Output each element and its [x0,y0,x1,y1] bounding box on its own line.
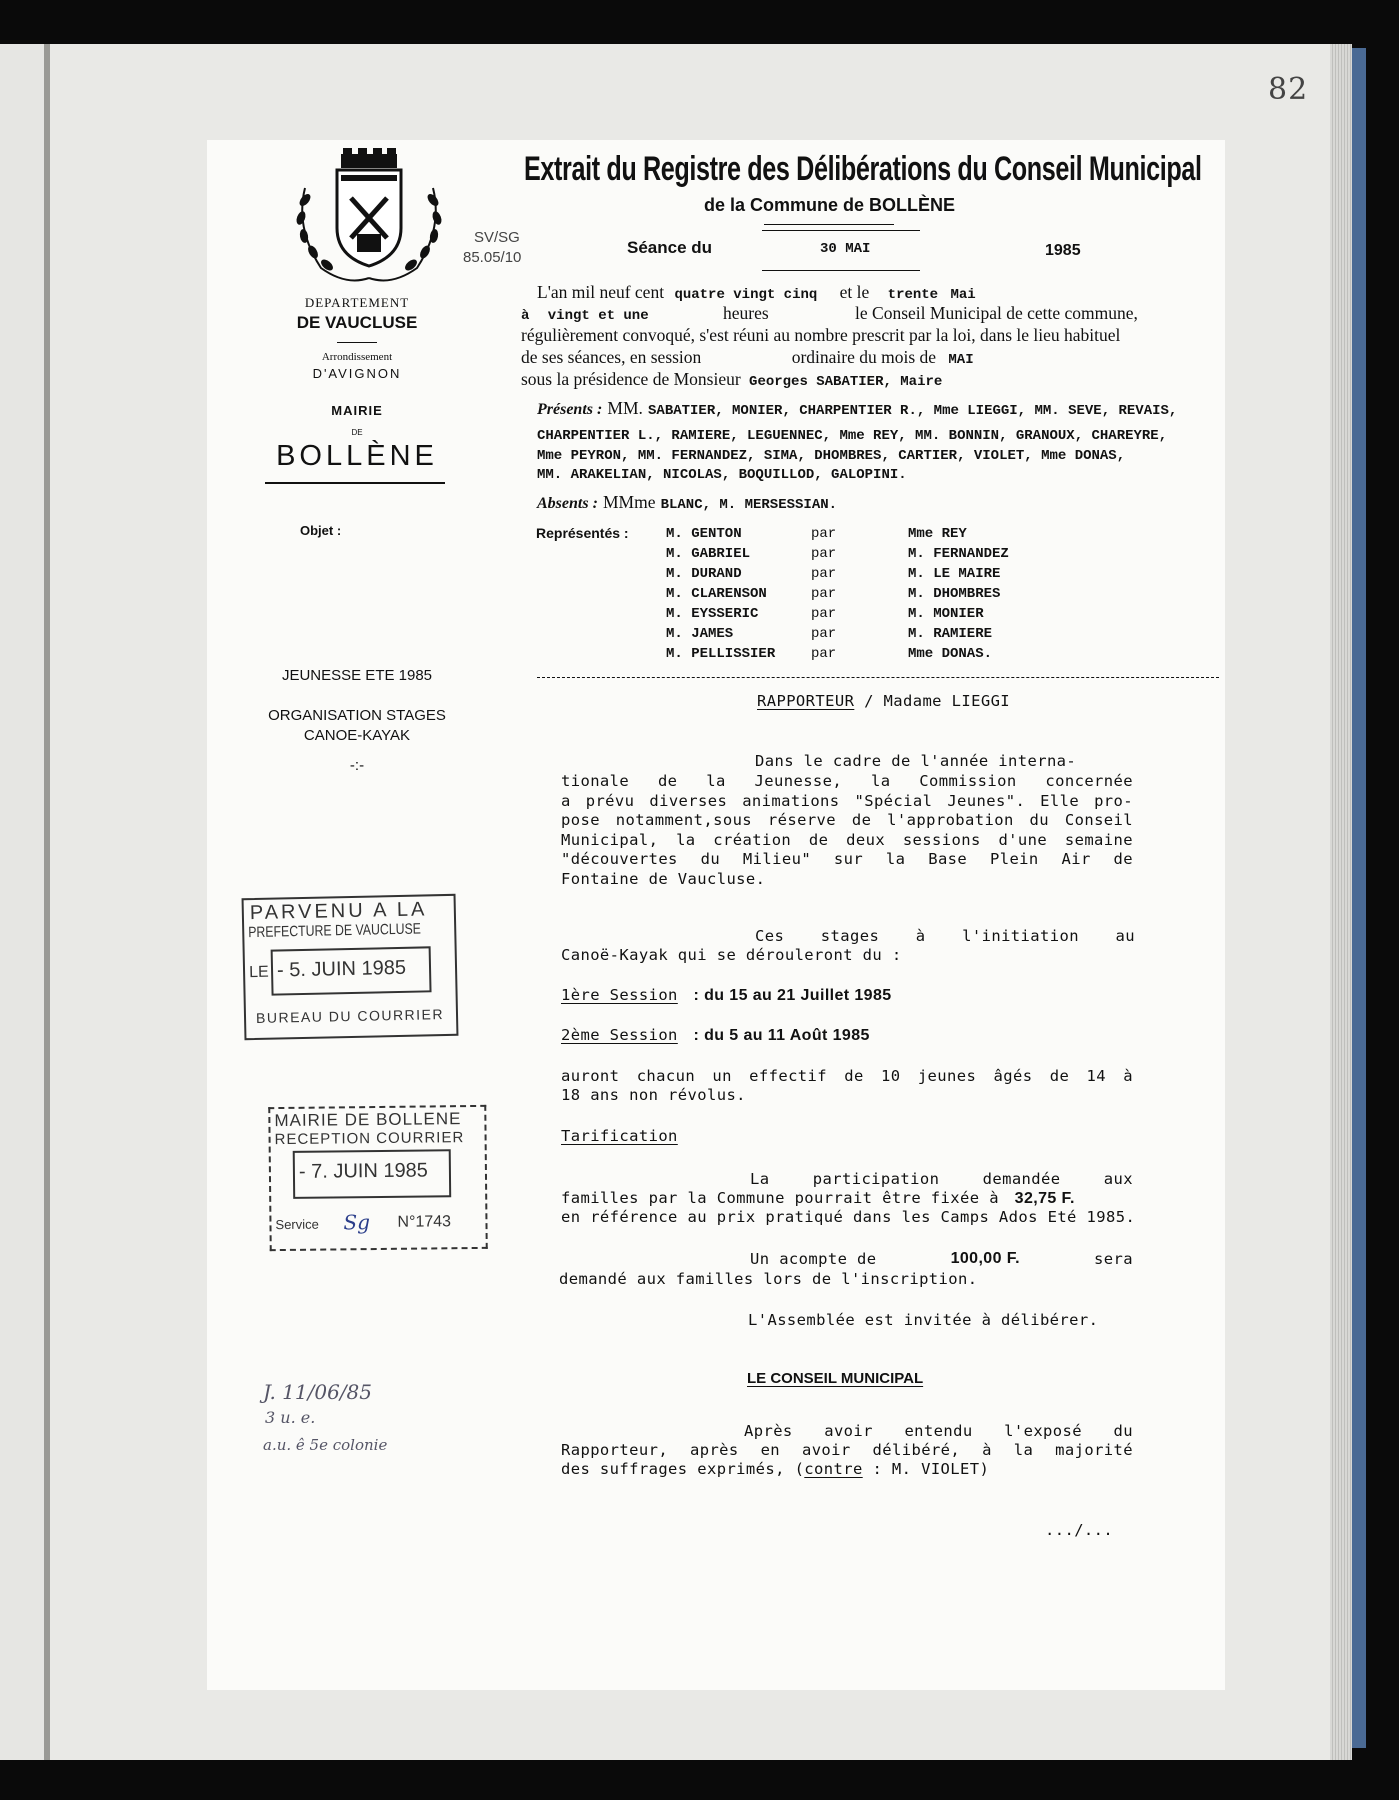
presents-mm: MM. [607,398,643,418]
paragraph-1-line [561,811,1133,829]
represented-label: Représentés : [536,525,629,541]
preamble-line-5 [521,369,942,390]
represented-par: par [811,606,837,622]
paragraph-7-second-text: Rapporteur, après en avoir délibéré, à la majorité [561,1441,1133,1459]
represented-who: M. GENTON [666,526,742,542]
paragraph-7-third-line [561,1460,989,1478]
commune-name: BOLLÈNE [276,440,438,472]
stamp2-line-2: RECEPTION COURRIER [274,1129,465,1149]
represented-by: M. FERNANDEZ [908,546,1009,562]
preamble-text: et le [839,282,870,302]
preamble-line-4 [521,347,974,368]
mairie-de: DE [351,428,363,437]
stamp2-service: Service [275,1216,319,1233]
date-rule-bottom [762,270,920,271]
represented-who: M. DURAND [666,566,742,582]
represented-who: M. EYSSERIC [666,606,759,622]
stamp2-number: N°1743 [397,1213,452,1231]
paragraph-1-line [561,772,1133,790]
represented-who: M. CLARENSON [666,586,767,602]
session-2 [561,1026,870,1045]
date-rule-top [762,230,920,231]
paragraph-4-first-text: La participation demandée aux [750,1170,1133,1188]
objet-line-1: JEUNESSE ETE 1985 [281,667,433,684]
session-1 [561,986,892,1005]
stamp-date: - 5. JUIN 1985 [276,956,407,982]
represented-who: M. PELLISSIER [666,646,776,662]
preamble-typed: à [521,308,530,324]
handwritten-note-2: 3 u. e. [265,1408,316,1427]
presents-line-2: CHARPENTIER L., RAMIERE, LEGUENNEC, Mme REY, MM. BONNIN, GRANOUX, CHAREYRE, [537,428,1168,444]
stamp-le: LE [248,963,269,982]
tarification-heading: Tarification [561,1127,678,1145]
handwritten-note-3: a.u. ê 5e colonie [263,1436,388,1454]
represented-par: par [811,566,837,582]
preamble-typed: MAI [948,352,974,368]
absents-names: BLANC, M. MERSESSIAN. [660,497,838,513]
document-title: Extrait du Registre des Délibérations du Conseil Municipal [524,150,1202,188]
acompte-amount: 100,00 F. [950,1250,1020,1267]
paragraph-6: L'Assemblée est invitée à délibérer. [748,1311,1099,1329]
rapporteur-label: RAPPORTEUR [757,692,855,710]
stamp-line-4: BUREAU DU COURRIER [255,1006,445,1026]
reference-line-2: 85.05/10 [463,249,522,266]
paragraph-2-first-text: Ces stages à l'initiation au [755,927,1135,945]
ornamental-rule [265,482,445,484]
objet-line-3: CANOE-KAYAK [303,727,411,744]
paragraph-1-text: "découvertes du Milieu" sur la Base Plein Air de [561,850,1133,868]
presents-line-4: MM. ARAKELIAN, NICOLAS, BOQUILLOD, GALOPINI. [537,467,907,483]
absents-label: Absents : [537,495,598,512]
document-subtitle: de la Commune de BOLLÈNE [704,195,956,215]
separator-rule [537,677,1219,678]
paragraph-3-text: auront chacun un effectif de 10 jeunes âgés de 14 à [561,1067,1133,1085]
represented-par: par [811,586,837,602]
subtitle-rule [764,224,894,225]
paragraph-1-text: tionale de la Jeunesse, la Commission concernée [561,772,1133,790]
represented-who: M. GABRIEL [666,546,751,562]
seance-label: Séance du [627,238,713,257]
paragraph-1-text: Municipal, la création de deux sessions d'une semaine [561,830,1133,849]
conseil-heading: LE CONSEIL MUNICIPAL [747,1370,924,1387]
paragraph-7-first-line [744,1422,1133,1440]
represented-by: M. RAMIERE [908,626,993,642]
paragraph-4-third-line: en référence au prix pratiqué dans les Camps Ados Eté 1985. [561,1208,1136,1226]
paragraph-1-text: a prévu diverses animations "Spécial Jeunes". Elle pro- [561,791,1133,810]
preamble-line-1 [537,282,976,303]
represented-by: M. MONIER [908,606,984,622]
binding-edge [1352,48,1366,1748]
paragraph-2-second-line: Canoë-Kayak qui se dérouleront du : [561,946,902,964]
paragraph-1-first-line: Dans le cadre de l'année interna- [755,752,1077,770]
participation-amount: 32,75 F. [1014,1190,1075,1207]
preamble-text: heures [722,303,769,323]
paragraph-7-text: : M. VIOLET) [872,1460,990,1478]
paragraph-7-text: des suffrages exprimés, ( [561,1460,805,1478]
arrondissement-name: D'AVIGNON [312,366,402,381]
absents-line [537,492,837,513]
represented-par: par [811,526,837,542]
arrondissement-label: Arrondissement [321,351,393,363]
represented-par: par [811,646,837,662]
preamble-typed: Mai [950,287,976,303]
prefecture-stamp [242,894,459,1040]
paragraph-5-text: sera [1094,1250,1133,1268]
session-1-label: 1ère Session [561,986,678,1004]
preamble-text: le Conseil Municipal de cette commune, [855,303,1138,323]
represented-by: M. LE MAIRE [908,566,1001,582]
mairie-reception-stamp [268,1105,487,1251]
preamble-typed: trente [887,287,939,303]
represented-by: M. DHOMBRES [908,586,1001,602]
folio-number: 82 [1268,72,1309,107]
seance-year: 1985 [1045,242,1081,259]
represented-by: Mme REY [908,526,967,542]
page-stack-edge [1330,44,1352,1760]
paragraph-1-line [561,870,1133,888]
deliberation-document [207,140,1225,1690]
represented-who: M. JAMES [666,626,734,642]
stamp-line-2: PREFECTURE DE VAUCLUSE [248,920,422,942]
represented-by: Mme DONAS. [908,646,993,662]
paragraph-1-line [561,831,1133,849]
preamble-text: de ses séances, en session [521,347,702,367]
stamp2-line-1: MAIRIE DE BOLLENE [274,1109,462,1131]
session-2-label: 2ème Session [561,1026,678,1044]
session-1-dates: : du 15 au 21 Juillet 1985 [693,987,892,1004]
mairie-label: MAIRIE [331,403,383,418]
stamp-line-1: PARVENU A LA [249,898,428,925]
departement-name: DE VAUCLUSE [296,313,418,332]
presents-names: SABATIER, MONIER, CHARPENTIER R., Mme LIEGGI, MM. SEVE, REVAIS, [648,403,1178,419]
preamble-text: L'an mil neuf cent [537,282,665,302]
paragraph-3-line-2: 18 ans non révolus. [561,1086,746,1104]
represented-par: par [811,626,837,642]
continued-marker: .../... [1045,1521,1114,1539]
presents-line-1 [537,398,1177,419]
stamp2-service-value: Sg [343,1210,371,1235]
paragraph-1-line [561,792,1133,810]
paragraph-4-second-line [561,1189,1075,1208]
preamble-typed: quatre vingt cinq [674,287,818,303]
reference-line-1: SV/SG [474,229,520,246]
paragraph-5-text: Un acompte de [750,1250,877,1268]
paragraph-7-first-text: Après avoir entendu l'exposé du [744,1422,1133,1440]
preamble-text: ordinaire du mois de [791,347,937,367]
paragraph-1-line [561,850,1133,868]
presents-label: Présents : [537,401,603,418]
coat-of-arms-icon [291,148,447,288]
departement-label: DEPARTEMENT [304,295,410,310]
paragraph-7-second-line [561,1441,1133,1459]
preamble-typed: Georges SABATIER, Maire [749,374,943,390]
paragraph-4-text: familles par la Commune pourrait être fixée à [561,1189,999,1207]
paragraph-5-second-line: demandé aux familles lors de l'inscription. [559,1270,978,1288]
preamble-line-3: régulièrement convoqué, s'est réuni au nombre prescrit par la loi, dans le lieu habituel [521,325,1121,345]
paragraph-3-line-1 [561,1067,1133,1085]
paragraph-2-first-line [755,927,1135,945]
objet-line-4: -:- [349,757,365,774]
preamble-typed: vingt et une [547,308,649,324]
session-2-dates: : du 5 au 11 Août 1985 [693,1027,870,1044]
presents-line-3: Mme PEYRON, MM. FERNANDEZ, SIMA, DHOMBRES, CARTIER, VIOLET, Mme DONAS, [537,448,1126,464]
preamble-text: sous la présidence de Monsieur [521,369,741,389]
objet-line-2: ORGANISATION STAGES [268,707,446,724]
paragraph-1-text: pose notamment,sous réserve de l'approbation du Conseil [561,811,1133,829]
paragraph-1-text: Fontaine de Vaucluse. [561,869,766,888]
left-rule [337,342,377,343]
seance-date: 30 MAI [820,241,871,257]
rapporteur-name: / Madame LIEGGI [864,692,1011,710]
facing-page-edge [0,44,46,1760]
represented-par: par [811,546,837,562]
handwritten-note-1: J. 11/06/85 [263,1380,373,1404]
rapporteur-line [757,692,1010,710]
paragraph-5-first-line [750,1250,1133,1268]
contre-label: contre [804,1460,863,1478]
stamp2-date: - 7. JUIN 1985 [298,1159,428,1183]
absents-mm: MMme [603,492,656,512]
objet-label: Objet : [300,523,342,538]
paragraph-4-first-line [750,1170,1133,1188]
preamble-line-2 [521,303,1138,324]
